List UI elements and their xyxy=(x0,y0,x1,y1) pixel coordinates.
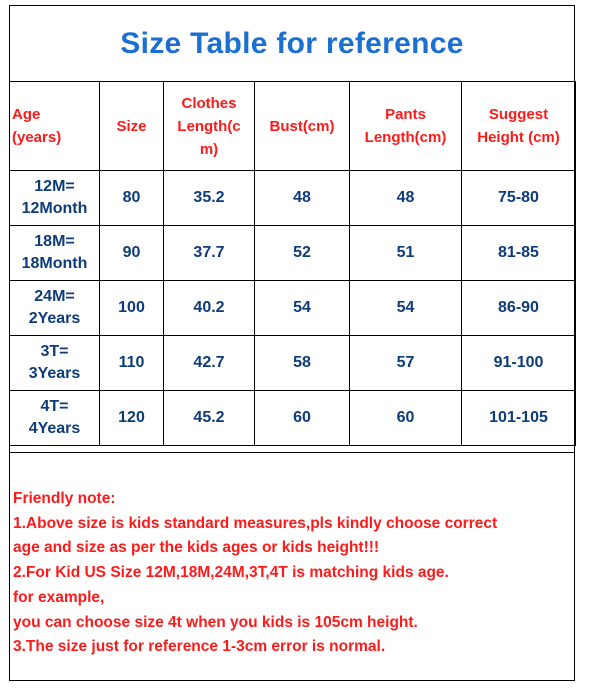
cell-suggest-height: 101-105 xyxy=(462,391,576,446)
cell-pants-length: 48 xyxy=(350,171,462,226)
note-line: 3.The size just for reference 1-3cm error is normal. xyxy=(13,638,386,656)
cell-age: 3T= 3Years xyxy=(10,336,100,391)
cell-size: 120 xyxy=(100,391,164,446)
table-header-row xyxy=(10,82,576,171)
cell-pants-length: 54 xyxy=(350,281,462,336)
note-line: 2.For Kid US Size 12M,18M,24M,3T,4T is matching kids age. xyxy=(13,564,449,582)
header-pants-length: Pants Length(cm) xyxy=(350,82,462,171)
note-line: 1.Above size is kids standard measures,pls kindly choose correct xyxy=(13,514,498,532)
header-suggest-height: Suggest Height (cm) xyxy=(462,82,576,171)
cell-age: 24M= 2Years xyxy=(10,281,100,336)
size-table-card xyxy=(9,5,575,681)
cell-clothes-length: 45.2 xyxy=(164,391,255,446)
table-row xyxy=(10,281,576,336)
table-row xyxy=(10,391,576,446)
cell-pants-length: 57 xyxy=(350,336,462,391)
table-row xyxy=(10,171,576,226)
cell-bust: 60 xyxy=(255,391,350,446)
header-size: Size xyxy=(100,82,164,171)
cell-bust: 54 xyxy=(255,281,350,336)
cell-suggest-height: 86-90 xyxy=(462,281,576,336)
cell-size: 90 xyxy=(100,226,164,281)
size-table xyxy=(9,81,576,446)
note-heading: Friendly note: xyxy=(13,490,116,507)
cell-size: 110 xyxy=(100,336,164,391)
header-bust: Bust(cm) xyxy=(255,82,350,171)
cell-clothes-length: 37.7 xyxy=(164,226,255,281)
cell-age: 4T= 4Years xyxy=(10,391,100,446)
cell-pants-length: 60 xyxy=(350,391,462,446)
cell-clothes-length: 40.2 xyxy=(164,281,255,336)
cell-size: 80 xyxy=(100,171,164,226)
note-line: age and size as per the kids ages or kids height!!! xyxy=(13,539,380,557)
table-row xyxy=(10,226,576,281)
cell-size: 100 xyxy=(100,281,164,336)
cell-pants-length: 51 xyxy=(350,226,462,281)
cell-bust: 48 xyxy=(255,171,350,226)
table-row xyxy=(10,336,576,391)
cell-clothes-length: 42.7 xyxy=(164,336,255,391)
cell-suggest-height: 91-100 xyxy=(462,336,576,391)
header-age: Age (years) xyxy=(10,82,100,171)
cell-bust: 58 xyxy=(255,336,350,391)
cell-bust: 52 xyxy=(255,226,350,281)
cell-clothes-length: 35.2 xyxy=(164,171,255,226)
cell-age: 12M= 12Month xyxy=(10,171,100,226)
page-title: Size Table for reference xyxy=(10,6,574,82)
note-line: you can choose size 4t when you kids is 105cm height. xyxy=(13,613,418,631)
header-clothes-length: Clothes Length(c m) xyxy=(164,82,255,171)
cell-suggest-height: 75-80 xyxy=(462,171,576,226)
cell-age: 18M= 18Month xyxy=(10,226,100,281)
note-line: for example, xyxy=(13,588,105,606)
cell-suggest-height: 81-85 xyxy=(462,226,576,281)
friendly-note xyxy=(10,452,574,682)
